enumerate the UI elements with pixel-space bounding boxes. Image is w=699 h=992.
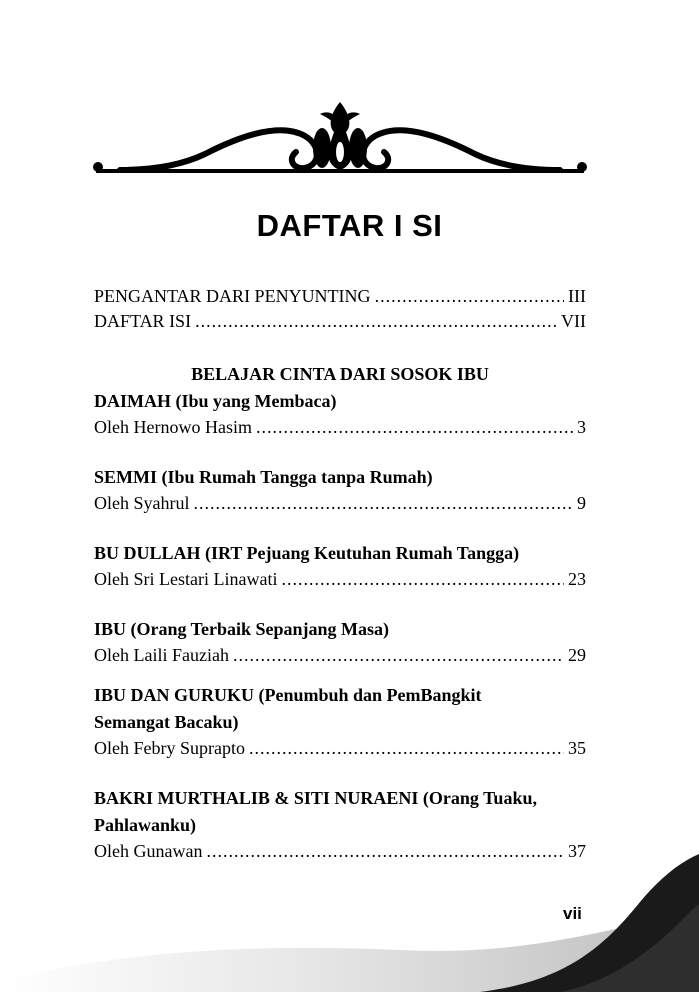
corner-wave-decoration: [0, 832, 699, 992]
page-title: DAFTAR I SI: [256, 208, 443, 243]
entry-author-line: [94, 567, 586, 592]
dot-leader: [256, 415, 573, 440]
dot-leader: [375, 284, 564, 309]
dot-leader: [281, 567, 564, 592]
toc-entry: [94, 682, 586, 761]
dot-leader: [193, 491, 573, 516]
entry-author-line: [94, 491, 586, 516]
entry-page: 23: [568, 569, 586, 589]
toc-label: PENGANTAR DARI PENYUNTING: [94, 286, 371, 306]
entry-author-line: [94, 415, 586, 440]
toc-line-front-1: [94, 309, 586, 334]
toc-page: III: [568, 286, 586, 306]
toc-entry: [94, 388, 586, 440]
entry-page: 35: [568, 738, 586, 758]
entry-title: SEMMI (Ibu Rumah Tangga tanpa Rumah): [94, 467, 433, 487]
entry-author: Oleh Gunawan: [94, 841, 203, 861]
entry-page: 3: [577, 417, 586, 437]
toc-page: VII: [561, 311, 586, 331]
table-of-contents: [94, 284, 586, 864]
toc-line-front-0: [94, 284, 586, 309]
entry-author-line: [94, 736, 586, 761]
entry-title-line: Semangat Bacaku): [94, 712, 239, 732]
entry-author: Oleh Hernowo Hasim: [94, 417, 252, 437]
entry-page: 37: [568, 841, 586, 861]
entry-page: 9: [577, 493, 586, 513]
entry-author: Oleh Laili Fauziah: [94, 645, 229, 665]
entry-author: Oleh Sri Lestari Linawati: [94, 569, 278, 589]
entry-title-line: BAKRI MURTHALIB & SITI NURAENI (Orang Tuaku,: [94, 788, 537, 808]
toc-entry: [94, 540, 586, 592]
entry-author: Oleh Febry Suprapto: [94, 738, 245, 758]
dot-leader: [249, 736, 564, 761]
entry-title: DAIMAH (Ibu yang Membaca): [94, 391, 337, 411]
toc-entry: [94, 616, 586, 668]
entry-title-line: IBU DAN GURUKU (Penumbuh dan PemBangkit: [94, 685, 482, 705]
toc-entry: [94, 464, 586, 516]
entry-title: BU DULLAH (IRT Pejuang Keutuhan Rumah Tangga): [94, 543, 520, 563]
entry-title: IBU (Orang Terbaik Sepanjang Masa): [94, 619, 390, 639]
entry-author: Oleh Syahrul: [94, 493, 190, 513]
page-number: vii: [563, 904, 582, 923]
entry-author-line: [94, 643, 586, 668]
toc-label: DAFTAR ISI: [94, 311, 192, 331]
dot-leader: [195, 309, 557, 334]
section-heading: BELAJAR CINTA DARI SOSOK IBU: [191, 364, 489, 384]
entry-title-line: Pahlawanku): [94, 815, 197, 835]
flourish-ornament-icon: [90, 92, 590, 187]
dot-leader: [233, 643, 564, 668]
entry-page: 29: [568, 645, 586, 665]
